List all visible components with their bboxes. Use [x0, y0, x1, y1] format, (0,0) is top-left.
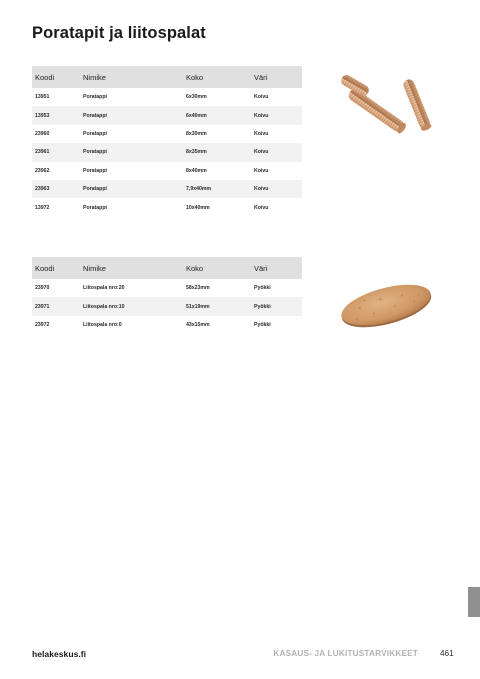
cell-color: Koivu — [251, 106, 302, 124]
column-header-color: Väri — [251, 66, 302, 88]
cell-name: Liitospala nro:10 — [80, 297, 183, 315]
column-header-size: Koko — [183, 257, 251, 279]
cell-size: 7,9x40mm — [183, 180, 251, 198]
footer-section-title: KASAUS- JA LUKITUSTARVIKKEET — [273, 649, 418, 658]
cell-size: 43x15mm — [186, 321, 210, 328]
cell-code: 23963 — [32, 180, 80, 198]
column-header-code: Koodi — [32, 66, 80, 88]
table-row — [32, 88, 302, 106]
column-header-size: Koko — [183, 66, 251, 88]
cell-size: 10x40mm — [186, 204, 210, 211]
cell-color: Pyökki — [251, 297, 302, 315]
cell-name: Poratappi — [80, 143, 183, 161]
table-body — [32, 88, 302, 217]
cell-code: 23962 — [35, 167, 50, 174]
table-row — [32, 162, 302, 180]
cell-name: Liitospala nro:20 — [83, 285, 125, 292]
page-title: Poratapit ja liitospalat — [32, 24, 206, 42]
cell-name: Poratappi — [83, 167, 107, 174]
cell-size: 8x35mm — [183, 143, 251, 161]
cell-size: 8x40mm — [186, 167, 207, 174]
biscuit-table — [32, 257, 302, 334]
table-body — [32, 279, 302, 334]
cell-color: Koivu — [251, 143, 302, 161]
table-row — [32, 106, 302, 124]
column-header-color: Väri — [251, 257, 302, 279]
page-number: 461 — [440, 649, 454, 658]
table-row — [32, 180, 302, 198]
table-row — [32, 316, 302, 334]
footer-website: helakeskus.fi — [32, 649, 86, 659]
cell-color: Koivu — [251, 180, 302, 198]
cell-color: Pyökki — [254, 285, 271, 292]
cell-code: 23961 — [32, 143, 80, 161]
cell-name: Poratappi — [80, 180, 183, 198]
cell-name: Liitospala nro:0 — [83, 321, 122, 328]
table-header-row — [32, 66, 302, 88]
cell-code: 23960 — [35, 130, 50, 137]
table-row — [32, 198, 302, 216]
cell-code: 23972 — [35, 321, 50, 328]
cell-color: Koivu — [254, 204, 269, 211]
cell-name: Poratappi — [83, 204, 107, 211]
column-header-name: Nimike — [80, 257, 183, 279]
table-row — [32, 297, 302, 315]
cell-code: 13972 — [35, 204, 50, 211]
cell-name: Poratappi — [83, 130, 107, 137]
cell-size: 58x23mm — [186, 285, 210, 292]
cell-name: Poratappi — [80, 106, 183, 124]
dowel-table — [32, 66, 302, 217]
cell-color: Koivu — [254, 130, 269, 137]
cell-size: 8x30mm — [186, 130, 207, 137]
cell-code: 23970 — [35, 285, 50, 292]
cell-color: Koivu — [254, 94, 269, 101]
table-row — [32, 279, 302, 297]
wooden-biscuit-image — [338, 278, 434, 332]
cell-size: 51x19mm — [183, 297, 251, 315]
cell-size: 6x40mm — [183, 106, 251, 124]
column-header-code: Koodi — [32, 257, 80, 279]
cell-name: Poratappi — [83, 94, 107, 101]
cell-code: 23971 — [32, 297, 80, 315]
column-header-name: Nimike — [80, 66, 183, 88]
cell-code: 13951 — [35, 94, 50, 101]
wooden-dowels-image — [334, 70, 434, 156]
cell-code: 13953 — [32, 106, 80, 124]
cell-size: 6x30mm — [186, 94, 207, 101]
cell-color: Pyökki — [254, 321, 271, 328]
table-header-row — [32, 257, 302, 279]
cell-color: Koivu — [254, 167, 269, 174]
table-row — [32, 125, 302, 143]
chapter-tab — [468, 587, 480, 617]
table-row — [32, 143, 302, 161]
